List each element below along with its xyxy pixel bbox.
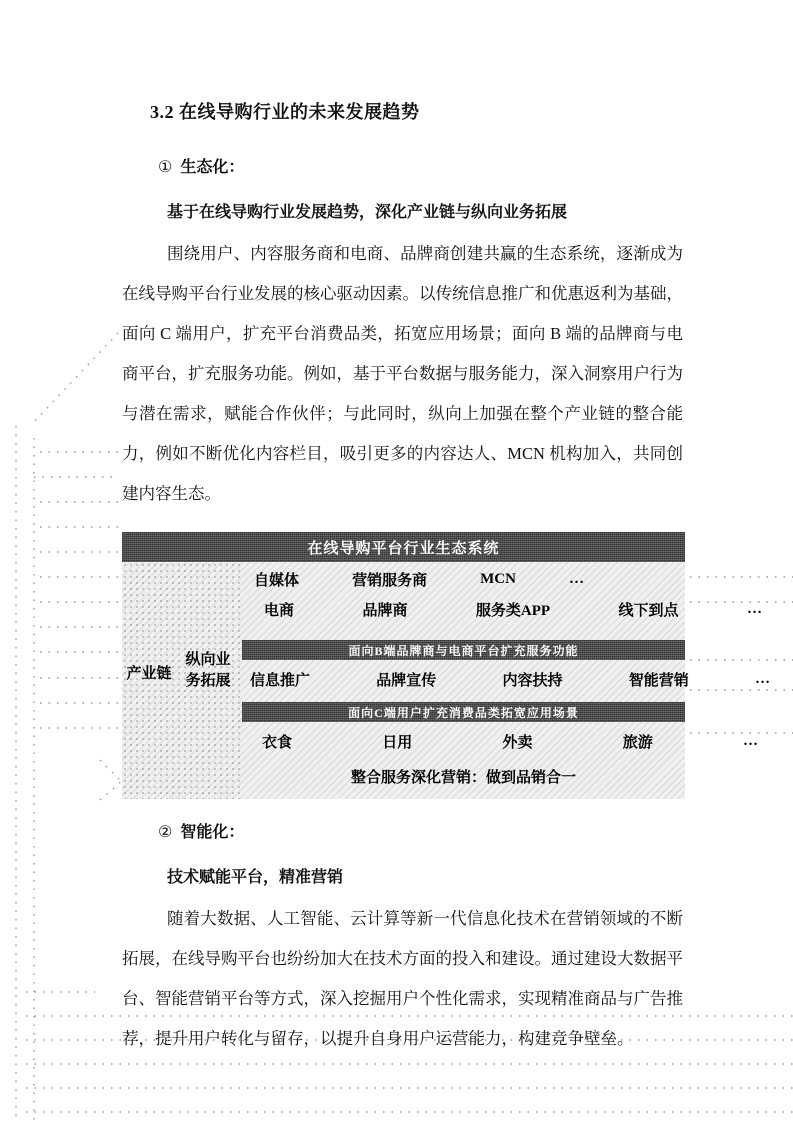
partner-item: 品牌商	[362, 602, 408, 619]
figure-header: 在线导购平台行业生态系统	[122, 532, 685, 562]
services-row	[250, 668, 770, 690]
item1-subtitle: 基于在线导购行业发展趋势，深化产业链与纵向业务拓展	[167, 204, 568, 221]
b-side-services-bar: 面向B端品牌商与电商平台扩充服务功能	[242, 640, 685, 660]
item1-title: 生态化：	[180, 159, 245, 176]
figure-left-column	[122, 562, 242, 799]
ecosystem-figure	[122, 532, 770, 799]
item2-marker: ②	[158, 824, 173, 841]
partner-item: 电商	[264, 602, 295, 619]
service-item: 信息推广	[250, 672, 311, 689]
figure-footer-slogan: 整合服务深化营销：做到品销合一	[350, 770, 576, 786]
partners-row-2	[264, 598, 762, 620]
category-item: 衣食	[262, 734, 293, 751]
item1-marker: ①	[158, 159, 173, 176]
item2-title: 智能化：	[180, 824, 245, 841]
c-side-scenes-bar: 面向C端用户扩充消费品类拓宽应用场景	[242, 702, 685, 722]
section-title: 3.2 在线导购行业的未来发展趋势	[150, 102, 420, 122]
categories-row	[262, 730, 758, 752]
partner-item: 营销服务商	[352, 572, 428, 589]
page-content	[0, 98, 793, 1059]
ellipsis-item: …	[743, 732, 758, 749]
service-item: 品牌宣传	[376, 672, 437, 689]
category-item: 旅游	[622, 734, 653, 751]
item2-paragraph: 随着大数据、人工智能、云计算等新一代信息化技术在营销领域的不断拓展，在线导购平台也纷纷加大在技术方面的投入和建设。通过建设大数据平台、智能营销平台等方式，深入挖掘用户个性化需求，实现精准商品与广告推荐，提升用户转化与留存，以提升自身用户运营能力，构建竞争壁垒。	[122, 909, 683, 1048]
category-item: 外卖	[502, 734, 533, 751]
vertical-expansion-label: 纵向业 务拓展	[185, 652, 231, 689]
partner-item: 服务类APP	[475, 602, 551, 619]
partner-item: 线下到点	[618, 602, 679, 619]
partner-item: 自媒体	[254, 572, 300, 589]
service-item: 内容扶持	[502, 672, 563, 689]
item1-heading	[158, 154, 683, 177]
service-item: 智能营销	[628, 672, 689, 689]
item2-subtitle: 技术赋能平台，精准营销	[167, 869, 344, 886]
ellipsis-item: …	[755, 670, 770, 687]
ellipsis-item: …	[569, 570, 584, 587]
figure-body	[122, 562, 770, 799]
item1-paragraph: 围绕用户、内容服务商和电商、品牌商创建共赢的生态系统，逐渐成为在线导购平台行业发展的核心驱动因素。以传统信息推广和优惠返利为基础，面向 C 端用户，扩充平台消费品类，拓宽应用场景；面向 B 端的品牌商与电商平台，扩充服务功能。例如，基于平台数据与服务能力，深入洞察用户行为与潜在需求，赋能合作伙伴；与此同时，纵向上加强在整个产业链的整合能力，例如不断优化内容栏目，吸引更多的内容达人、MCN 机构加入，共同创建内容生态。	[122, 244, 683, 503]
item2-heading	[158, 819, 683, 842]
industry-chain-label: 产业链	[126, 666, 172, 682]
ellipsis-item: …	[746, 600, 762, 617]
partner-item: MCN	[480, 570, 516, 587]
category-item: 日用	[382, 734, 413, 751]
partners-row-1	[254, 568, 584, 590]
